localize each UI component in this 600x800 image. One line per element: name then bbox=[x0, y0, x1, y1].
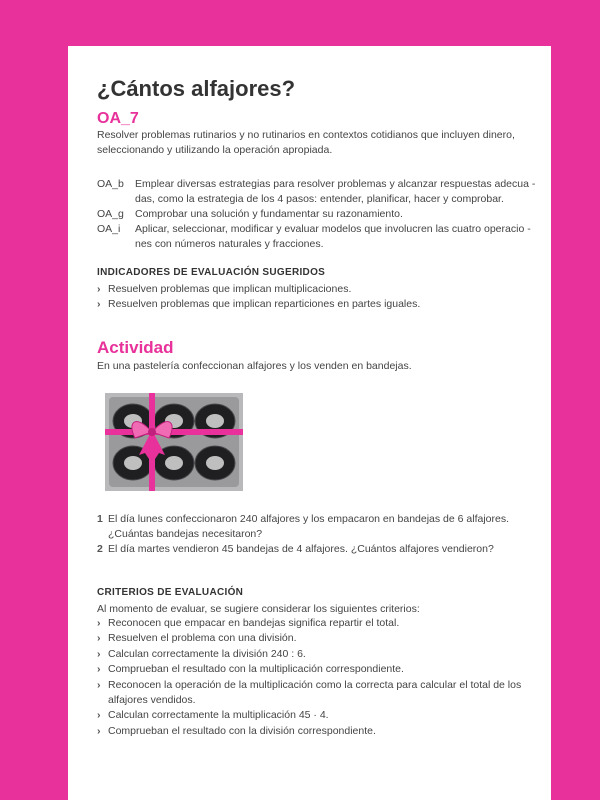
objective-text: Emplear diversas estrategias para resolver problemas y alcanzar respuestas adecua - das, como la estrategia de los 4 pasos: entender, planificar, hacer y comprobar. bbox=[135, 178, 536, 205]
chevron-right-icon: › bbox=[97, 283, 101, 295]
list-item-text: Calculan correctamente la división 240 : 6. bbox=[108, 647, 306, 660]
list-item-text: Resuelven problemas que implican reparticiones en partes iguales. bbox=[108, 298, 421, 311]
chevron-right-icon: › bbox=[97, 617, 101, 629]
list-item bbox=[97, 631, 527, 646]
list-item-text: Comprueban el resultado con la multiplicación correspondiente. bbox=[108, 663, 404, 676]
chevron-right-icon: › bbox=[97, 632, 101, 645]
questions-list bbox=[97, 512, 537, 557]
list-item-text: Reconocen la operación de la multiplicación como la correcta para calcular el total de los alfajores vendidos. bbox=[108, 678, 522, 707]
oa-description: Resolver problemas rutinarios y no rutinarios en contextos cotidianos que incluyen dinero, seleccionando y utilizando la operación apropiada. bbox=[97, 129, 515, 156]
question-text: El día lunes confeccionaron 240 alfajores y los empacaron en bandejas de 6 alfajores. ¿Cuántas bandejas necesitaron? bbox=[108, 513, 510, 540]
list-item bbox=[97, 616, 527, 631]
chevron-right-icon: › bbox=[97, 724, 101, 737]
chevron-right-icon: › bbox=[97, 647, 101, 660]
list-item bbox=[97, 678, 527, 709]
criteria-intro: Al momento de evaluar, se sugiere considerar los siguientes criterios: bbox=[97, 603, 420, 615]
indicators-list bbox=[97, 282, 527, 313]
chevron-right-icon: › bbox=[97, 678, 101, 691]
page-sheet bbox=[68, 46, 551, 800]
criteria-title: CRITERIOS DE EVALUACIÓN bbox=[97, 587, 244, 598]
list-item-text: Comprueban el resultado con la división correspondiente. bbox=[108, 724, 376, 737]
activity-intro: En una pastelería confeccionan alfajores y los venden en bandejas. bbox=[97, 360, 412, 372]
list-item bbox=[97, 647, 527, 662]
objective-row bbox=[97, 222, 537, 252]
question-item bbox=[97, 542, 537, 557]
indicators-title: INDICADORES DE EVALUACIÓN SUGERIDOS bbox=[97, 267, 326, 278]
chevron-right-icon: › bbox=[97, 298, 101, 311]
list-item bbox=[97, 282, 527, 297]
objective-code: OA_b bbox=[97, 178, 124, 190]
list-item-text: Calculan correctamente la multiplicación 45 · 4. bbox=[108, 709, 329, 722]
list-item bbox=[97, 708, 527, 723]
list-item bbox=[97, 662, 527, 677]
question-item bbox=[97, 512, 537, 542]
objective-text: Comprobar una solución y fundamentar su razonamiento. bbox=[135, 208, 403, 220]
page-title: ¿Cántos alfajores? bbox=[97, 76, 296, 101]
question-number: 1 bbox=[97, 513, 103, 525]
objective-row bbox=[97, 177, 537, 207]
question-text: El día martes vendieron 45 bandejas de 4 alfajores. ¿Cuántos alfajores vendieron? bbox=[108, 543, 494, 555]
list-item-text: Resuelven problemas que implican multiplicaciones. bbox=[108, 283, 352, 295]
objective-row bbox=[97, 207, 537, 222]
objectives-list bbox=[97, 177, 537, 252]
oa-code: OA_7 bbox=[97, 110, 139, 127]
chevron-right-icon: › bbox=[97, 663, 101, 676]
objective-code: OA_g bbox=[97, 208, 124, 220]
list-item bbox=[97, 724, 527, 739]
objective-code: OA_i bbox=[97, 223, 121, 235]
chevron-right-icon: › bbox=[97, 709, 101, 722]
activity-title: Actividad bbox=[97, 338, 174, 357]
list-item bbox=[97, 297, 527, 312]
alfajores-tray-image bbox=[105, 393, 243, 491]
objective-text: Aplicar, seleccionar, modificar y evaluar modelos que involucren las cuatro operacio - nes con números naturales y fracciones. bbox=[135, 223, 531, 250]
criteria-list bbox=[97, 616, 527, 739]
list-item-text: Reconocen que empacar en bandejas significa repartir el total. bbox=[108, 617, 400, 629]
question-number: 2 bbox=[97, 543, 103, 555]
list-item-text: Resuelven el problema con una división. bbox=[108, 632, 297, 645]
